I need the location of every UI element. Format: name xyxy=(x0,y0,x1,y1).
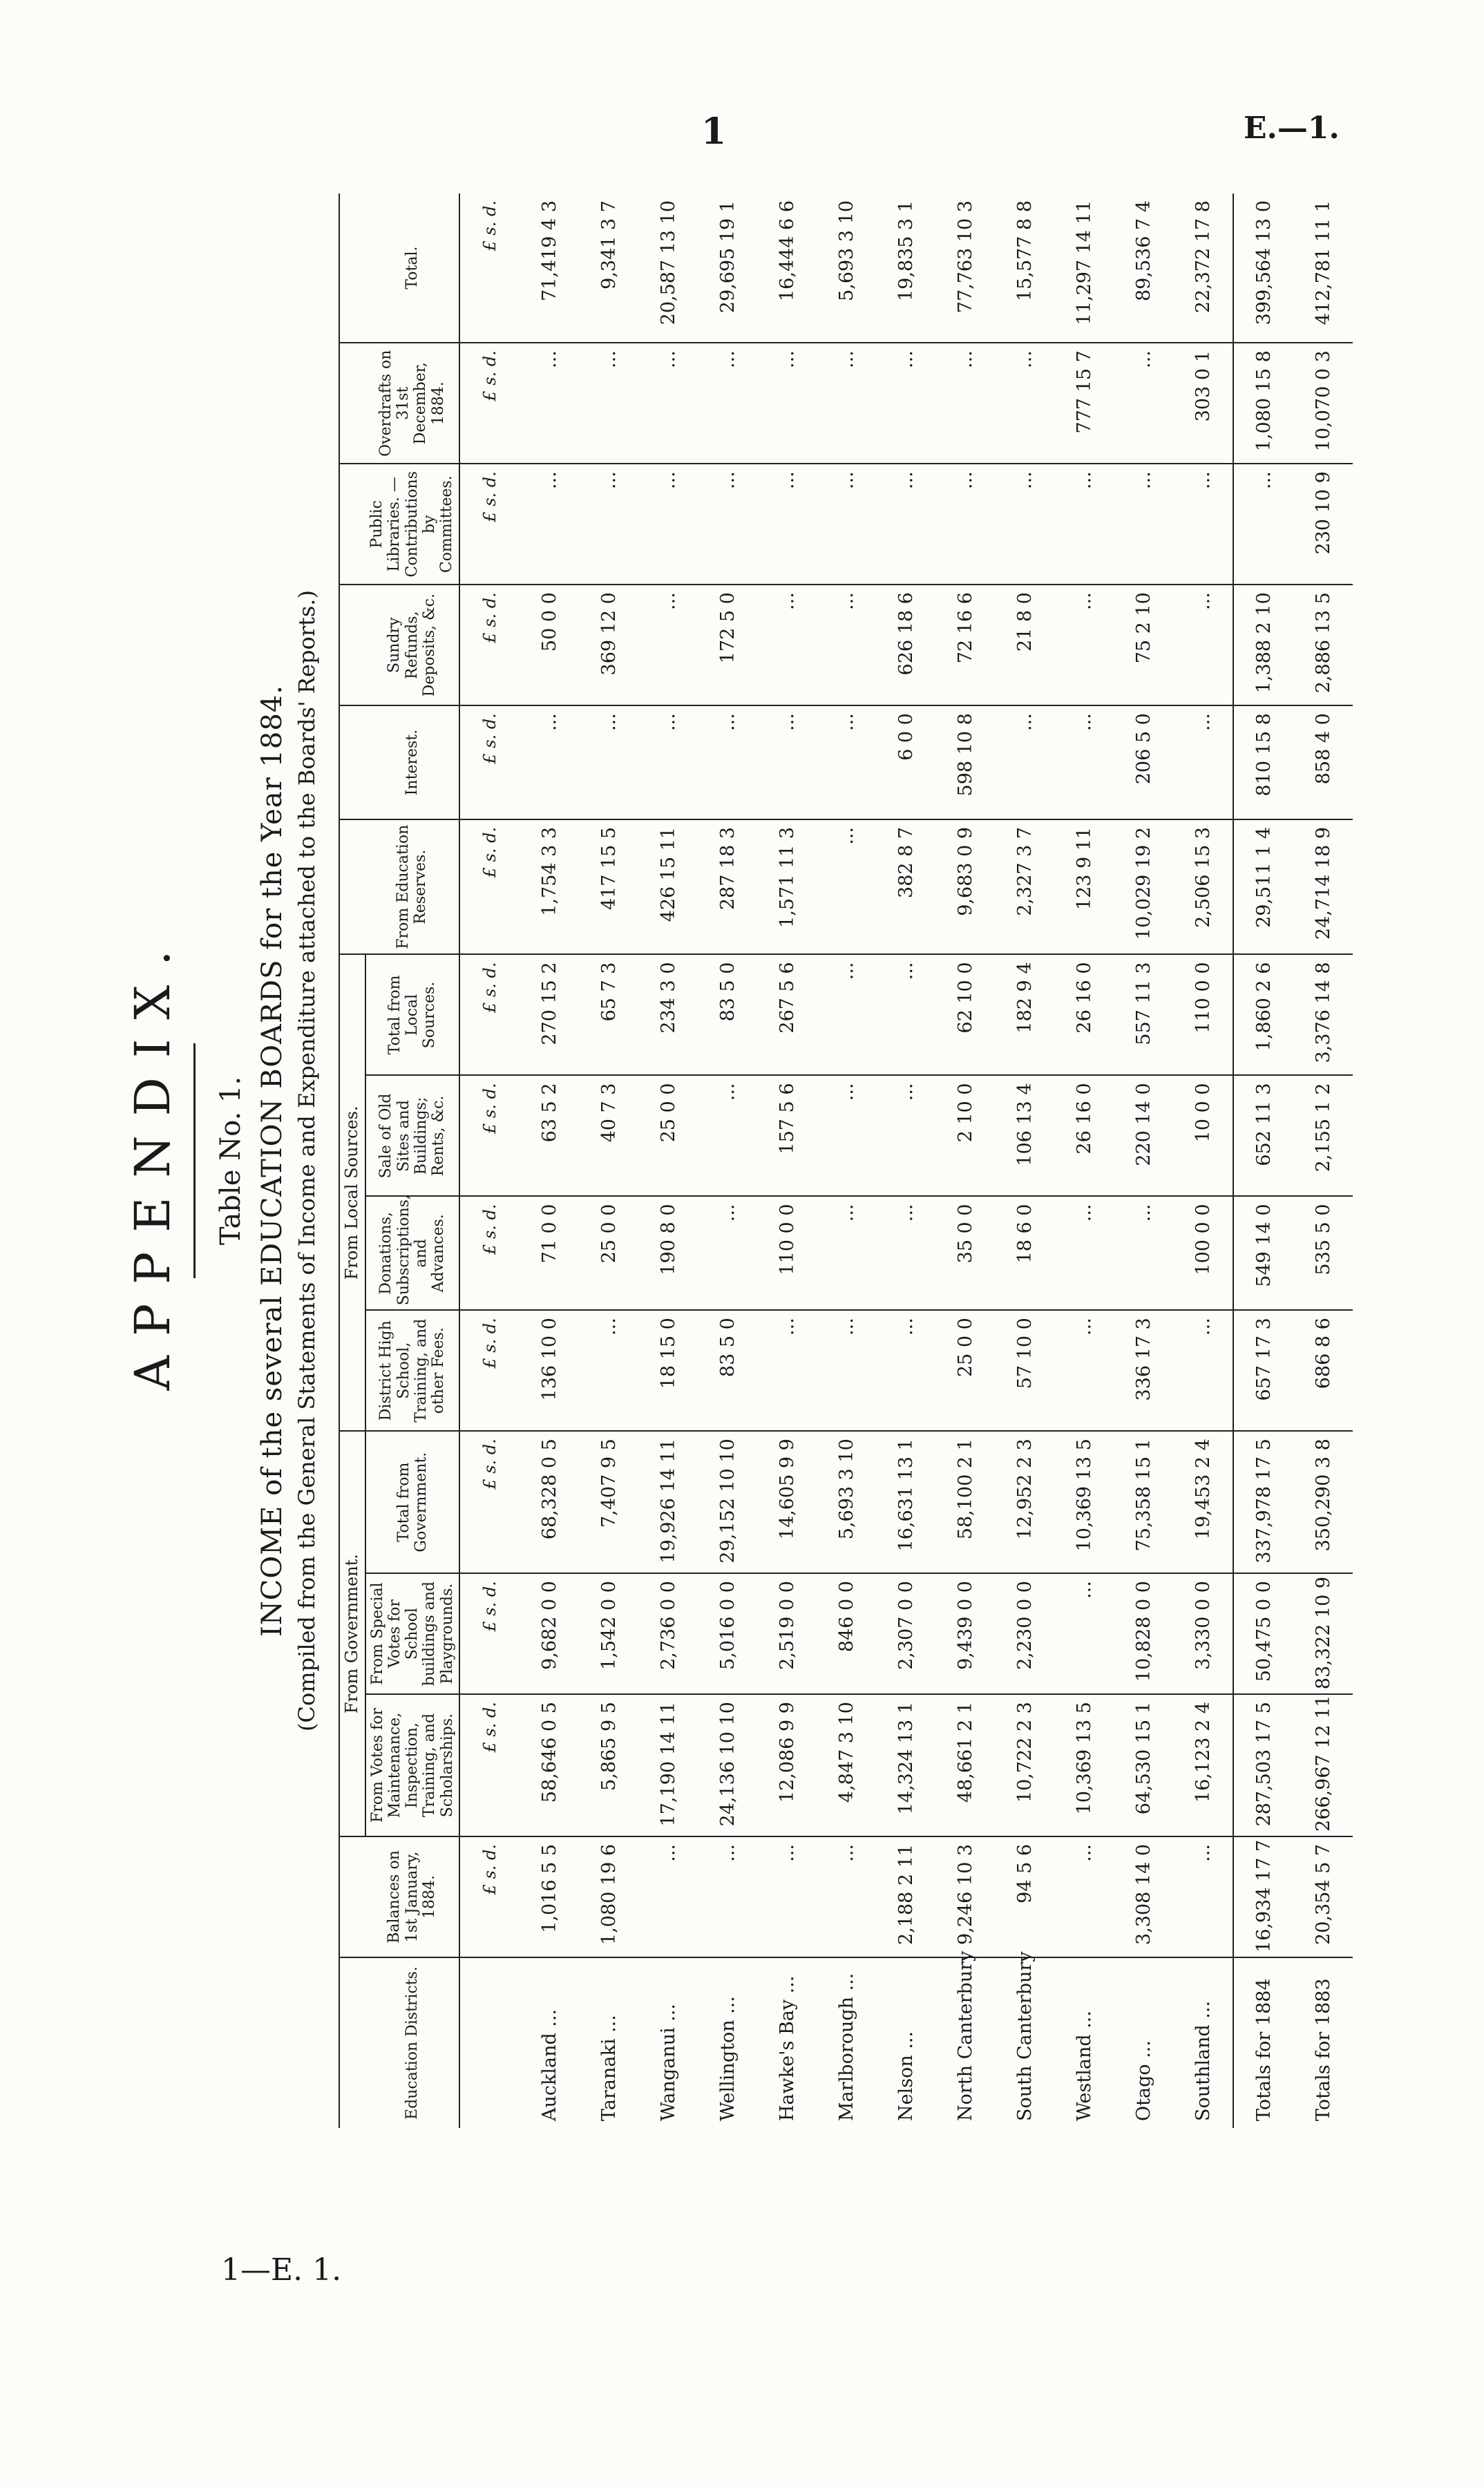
cell-total-gov: 7,407 9 5 xyxy=(579,1431,638,1573)
cell-total-gov: 58,100 2 1 xyxy=(935,1431,995,1573)
table-row xyxy=(1054,193,1114,2128)
cell-high-school: 336 17 3 xyxy=(1114,1310,1173,1431)
cell-overdrafts: ... xyxy=(876,343,935,464)
cell-special: 10,828 0 0 xyxy=(1114,1573,1173,1694)
cell-balances: ... xyxy=(1173,1836,1233,1957)
cell-donations: 190 8 0 xyxy=(638,1197,698,1311)
cell-reserves: 2,327 3 7 xyxy=(995,819,1054,955)
cell-district: Otago ... xyxy=(1132,2040,1154,2121)
cell-high-school: 57 10 0 xyxy=(995,1310,1054,1431)
unit-label: £ s. d. xyxy=(459,819,520,955)
cell-total-local: ... xyxy=(817,955,876,1076)
cell-reserves: 29,511 1 4 xyxy=(1233,819,1293,955)
cell-sale: 25 0 0 xyxy=(638,1076,698,1197)
cell-total-local: ... xyxy=(876,955,935,1076)
totals-row xyxy=(1293,193,1353,2128)
cell-reserves: 426 15 11 xyxy=(638,819,698,955)
cell-overdrafts: 1,080 15 8 xyxy=(1233,343,1293,464)
unit-label: £ s. d. xyxy=(459,1076,520,1197)
column-header-overdrafts: Overdrafts on 31st December, 1884. xyxy=(365,343,459,464)
cell-total-local: 270 15 2 xyxy=(520,955,579,1076)
table-row xyxy=(995,193,1054,2128)
cell-overdrafts: ... xyxy=(698,343,757,464)
cell-sale: ... xyxy=(698,1076,757,1197)
cell-sundry: 626 18 6 xyxy=(876,585,935,705)
table-row xyxy=(876,193,935,2128)
cell-balances: 2,188 2 11 xyxy=(876,1836,935,1957)
group-header-government: From Government. xyxy=(339,1431,365,1836)
cell-libraries: ... xyxy=(1114,464,1173,585)
unit-label: £ s. d. xyxy=(459,585,520,705)
cell-total-local: 83 5 0 xyxy=(698,955,757,1076)
cell-libraries: ... xyxy=(876,464,935,585)
cell-total-local: 1,860 2 6 xyxy=(1233,955,1293,1076)
cell-total-gov: 14,605 9 9 xyxy=(757,1431,817,1573)
unit-label: £ s. d. xyxy=(459,193,520,343)
cell-total-gov: 10,369 13 5 xyxy=(1054,1431,1114,1573)
cell-overdrafts: 303 0 1 xyxy=(1173,343,1233,464)
table-row xyxy=(698,193,757,2128)
cell-reserves: 123 9 11 xyxy=(1054,819,1114,955)
cell-libraries: ... xyxy=(698,464,757,585)
footer-reference: 1—E. 1. xyxy=(221,2252,342,2288)
cell-overdrafts: ... xyxy=(1114,343,1173,464)
cell-libraries: ... xyxy=(579,464,638,585)
cell-district: Auckland ... xyxy=(538,2009,560,2121)
heading-rule xyxy=(193,1043,196,1278)
cell-sundry: ... xyxy=(1173,585,1233,705)
unit-label: £ s. d. xyxy=(459,1694,520,1836)
cell-sundry: 75 2 10 xyxy=(1114,585,1173,705)
cell-special: 2,230 0 0 xyxy=(995,1573,1054,1694)
cell-special: 9,682 0 0 xyxy=(520,1573,579,1694)
group-header-local: From Local Sources. xyxy=(339,955,365,1432)
unit-label: £ s. d. xyxy=(459,343,520,464)
cell-sale: 2,155 1 2 xyxy=(1293,1076,1353,1197)
column-header-total-local: Total from Local Sources. xyxy=(365,955,459,1076)
cell-sundry: 172 5 0 xyxy=(698,585,757,705)
cell-donations: 535 5 0 xyxy=(1293,1197,1353,1311)
cell-district: Marlborough ... xyxy=(835,1973,857,2121)
cell-total-local: 557 11 3 xyxy=(1114,955,1173,1076)
cell-maintenance: 17,190 14 11 xyxy=(638,1694,698,1836)
cell-libraries: ... xyxy=(1054,464,1114,585)
cell-special: 846 0 0 xyxy=(817,1573,876,1694)
column-header-special: From Special Votes for School buildings and Playgrounds. xyxy=(365,1573,459,1694)
cell-total-gov: 29,152 10 10 xyxy=(698,1431,757,1573)
cell-reserves: 10,029 19 2 xyxy=(1114,819,1173,955)
cell-libraries: ... xyxy=(638,464,698,585)
cell-high-school: 18 15 0 xyxy=(638,1310,698,1431)
cell-donations: 549 14 0 xyxy=(1233,1197,1293,1311)
table-row xyxy=(935,193,995,2128)
cell-sale: 40 7 3 xyxy=(579,1076,638,1197)
cell-reserves: 1,754 3 3 xyxy=(520,819,579,955)
cell-reserves: 417 15 5 xyxy=(579,819,638,955)
cell-total: 399,564 13 0 xyxy=(1233,193,1293,343)
cell-donations: 110 0 0 xyxy=(757,1197,817,1311)
cell-maintenance: 14,324 13 1 xyxy=(876,1694,935,1836)
cell-total-gov: 350,290 3 8 xyxy=(1293,1431,1353,1573)
unit-label: £ s. d. xyxy=(459,705,520,819)
cell-maintenance: 16,123 2 4 xyxy=(1173,1694,1233,1836)
unit-label: £ s. d. xyxy=(459,1197,520,1311)
table-row xyxy=(520,193,579,2128)
cell-total-gov: 5,693 3 10 xyxy=(817,1431,876,1573)
cell-total: 5,693 3 10 xyxy=(817,193,876,343)
cell-special: 2,307 0 0 xyxy=(876,1573,935,1694)
cell-interest: ... xyxy=(995,705,1054,819)
cell-total-local: 26 16 0 xyxy=(1054,955,1114,1076)
cell-sundry: ... xyxy=(1054,585,1114,705)
cell-overdrafts: 777 15 7 xyxy=(1054,343,1114,464)
cell-libraries: ... xyxy=(935,464,995,585)
cell-special: 50,475 0 0 xyxy=(1233,1573,1293,1694)
cell-libraries: ... xyxy=(1173,464,1233,585)
cell-maintenance: 12,086 9 9 xyxy=(757,1694,817,1836)
column-header-reserves: From Education Reserves. xyxy=(365,819,459,955)
cell-interest: ... xyxy=(1054,705,1114,819)
cell-interest: ... xyxy=(817,705,876,819)
cell-maintenance: 287,503 17 5 xyxy=(1233,1694,1293,1836)
cell-high-school: ... xyxy=(1173,1310,1233,1431)
table-row xyxy=(817,193,876,2128)
cell-overdrafts: ... xyxy=(995,343,1054,464)
cell-total: 89,536 7 4 xyxy=(1114,193,1173,343)
unit-label: £ s. d. xyxy=(459,1431,520,1573)
cell-donations: 25 0 0 xyxy=(579,1197,638,1311)
cell-libraries: 230 10 9 xyxy=(1293,464,1353,585)
cell-total: 29,695 19 1 xyxy=(698,193,757,343)
cell-sale: 10 0 0 xyxy=(1173,1076,1233,1197)
cell-sale: 2 10 0 xyxy=(935,1076,995,1197)
cell-high-school: ... xyxy=(1054,1310,1114,1431)
cell-reserves: 1,571 11 3 xyxy=(757,819,817,955)
cell-reserves: 287 18 3 xyxy=(698,819,757,955)
cell-district: Hawke's Bay ... xyxy=(776,1975,798,2121)
cell-interest: ... xyxy=(757,705,817,819)
cell-sale: 652 11 3 xyxy=(1233,1076,1293,1197)
cell-overdrafts: ... xyxy=(757,343,817,464)
cell-donations: ... xyxy=(1114,1197,1173,1311)
cell-maintenance: 24,136 10 10 xyxy=(698,1694,757,1836)
cell-high-school: ... xyxy=(817,1310,876,1431)
cell-sundry: ... xyxy=(817,585,876,705)
cell-overdrafts: 10,070 0 3 xyxy=(1293,343,1353,464)
cell-overdrafts: ... xyxy=(638,343,698,464)
cell-total-gov: 12,952 2 3 xyxy=(995,1431,1054,1573)
cell-sundry: 50 0 0 xyxy=(520,585,579,705)
cell-maintenance: 5,865 9 5 xyxy=(579,1694,638,1836)
cell-interest: 810 15 8 xyxy=(1233,705,1293,819)
cell-high-school: 657 17 3 xyxy=(1233,1310,1293,1431)
cell-district: Taranaki ... xyxy=(598,2015,620,2121)
cell-donations: ... xyxy=(817,1197,876,1311)
cell-maintenance: 48,661 2 1 xyxy=(935,1694,995,1836)
cell-donations: ... xyxy=(1054,1197,1114,1311)
cell-interest: 858 4 0 xyxy=(1293,705,1353,819)
table-row xyxy=(1114,193,1173,2128)
column-header-district: Education Districts. xyxy=(365,1957,459,2128)
cell-total-gov: 16,631 13 1 xyxy=(876,1431,935,1573)
cell-total: 11,297 14 11 xyxy=(1054,193,1114,343)
cell-total: 22,372 17 8 xyxy=(1173,193,1233,343)
group-header-row xyxy=(339,193,365,2128)
table-title: INCOME of the several EDUCATION BOARDS for the Year 1884. xyxy=(256,685,288,1637)
cell-balances: ... xyxy=(698,1836,757,1957)
cell-high-school: 686 8 6 xyxy=(1293,1310,1353,1431)
column-header-row xyxy=(365,193,459,2128)
cell-overdrafts: ... xyxy=(579,343,638,464)
unit-label: £ s. d. xyxy=(459,1310,520,1431)
cell-total: 15,577 8 8 xyxy=(995,193,1054,343)
cell-high-school: 25 0 0 xyxy=(935,1310,995,1431)
cell-district: Wellington ... xyxy=(716,1996,739,2121)
cell-total: 19,835 3 1 xyxy=(876,193,935,343)
cell-special: 1,542 0 0 xyxy=(579,1573,638,1694)
cell-special: 5,016 0 0 xyxy=(698,1573,757,1694)
cell-balances: ... xyxy=(757,1836,817,1957)
cell-interest: ... xyxy=(579,705,638,819)
cell-total: 20,587 13 10 xyxy=(638,193,698,343)
cell-total: 9,341 3 7 xyxy=(579,193,638,343)
cell-sundry: ... xyxy=(638,585,698,705)
cell-total-gov: 19,453 2 4 xyxy=(1173,1431,1233,1573)
cell-donations: 18 6 0 xyxy=(995,1197,1054,1311)
cell-special: ... xyxy=(1054,1573,1114,1694)
unit-label: £ s. d. xyxy=(459,464,520,585)
cell-total-local: 3,376 14 8 xyxy=(1293,955,1353,1076)
table-row xyxy=(757,193,817,2128)
cell-overdrafts: ... xyxy=(520,343,579,464)
cell-special: 9,439 0 0 xyxy=(935,1573,995,1694)
cell-total: 77,763 10 3 xyxy=(935,193,995,343)
cell-donations: 71 0 0 xyxy=(520,1197,579,1311)
cell-maintenance: 266,967 12 11 xyxy=(1293,1694,1353,1836)
cell-donations: 35 0 0 xyxy=(935,1197,995,1311)
cell-balances: ... xyxy=(1054,1836,1114,1957)
income-table xyxy=(339,193,1353,2128)
cell-reserves: 382 8 7 xyxy=(876,819,935,955)
cell-total-local: 267 5 6 xyxy=(757,955,817,1076)
cell-libraries: ... xyxy=(817,464,876,585)
column-header-high-school: District High School, Training, and other Fees. xyxy=(365,1310,459,1431)
cell-maintenance: 4,847 3 10 xyxy=(817,1694,876,1836)
cell-district: Southland ... xyxy=(1192,2000,1214,2121)
cell-interest: ... xyxy=(698,705,757,819)
cell-libraries: ... xyxy=(757,464,817,585)
cell-sundry: 72 16 6 xyxy=(935,585,995,705)
cell-balances: 94 5 6 xyxy=(995,1836,1054,1957)
cell-total-gov: 75,358 15 1 xyxy=(1114,1431,1173,1573)
cell-special: 3,330 0 0 xyxy=(1173,1573,1233,1694)
table-number: Table No. 1. xyxy=(215,1076,247,1246)
units-row xyxy=(459,193,520,2128)
column-header-sale: Sale of Old Sites and Buildings; Rents, &c. xyxy=(365,1076,459,1197)
cell-reserves: 9,683 0 9 xyxy=(935,819,995,955)
column-header-total: Total. xyxy=(365,193,459,343)
cell-special: 2,519 0 0 xyxy=(757,1573,817,1694)
cell-interest: 6 0 0 xyxy=(876,705,935,819)
cell-total: 71,419 4 3 xyxy=(520,193,579,343)
cell-district: Totals for 1884 xyxy=(1233,1957,1293,2128)
table-body xyxy=(459,193,1353,2128)
cell-total-gov: 337,978 17 5 xyxy=(1233,1431,1293,1573)
cell-special: 83,322 10 9 xyxy=(1293,1573,1353,1694)
cell-high-school: ... xyxy=(876,1310,935,1431)
cell-balances: 1,016 5 5 xyxy=(520,1836,579,1957)
cell-total-local: 62 10 0 xyxy=(935,955,995,1076)
cell-donations: ... xyxy=(698,1197,757,1311)
cell-total-local: 182 9 4 xyxy=(995,955,1054,1076)
cell-balances: 3,308 14 0 xyxy=(1114,1836,1173,1957)
cell-interest: 206 5 0 xyxy=(1114,705,1173,819)
column-header-total-government: Total from Government. xyxy=(365,1431,459,1573)
cell-balances: 9,246 10 3 xyxy=(935,1836,995,1957)
cell-sundry: 21 8 0 xyxy=(995,585,1054,705)
appendix-heading: APPENDIX. xyxy=(124,931,181,1391)
cell-interest: ... xyxy=(638,705,698,819)
column-header-sundry: Sundry Refunds, Deposits, &c. xyxy=(365,585,459,705)
cell-total-gov: 19,926 14 11 xyxy=(638,1431,698,1573)
heading-block xyxy=(111,193,320,2128)
column-header-maintenance: From Votes for Maintenance, Inspection, Training, and Scholarships. xyxy=(365,1694,459,1836)
column-header-balances: Balances on 1st January, 1884. xyxy=(365,1836,459,1957)
cell-total-local: 110 0 0 xyxy=(1173,955,1233,1076)
totals-row xyxy=(1233,193,1293,2128)
cell-district: Wanganui ... xyxy=(657,2003,679,2121)
cell-total-gov: 68,328 0 5 xyxy=(520,1431,579,1573)
cell-sale: ... xyxy=(876,1076,935,1197)
cell-total-local: 65 7 3 xyxy=(579,955,638,1076)
cell-sundry: 369 12 0 xyxy=(579,585,638,705)
cell-balances: ... xyxy=(638,1836,698,1957)
document-reference: E.—1. xyxy=(1244,111,1340,146)
cell-interest: ... xyxy=(520,705,579,819)
cell-libraries: ... xyxy=(1233,464,1293,585)
table-row xyxy=(1173,193,1233,2128)
cell-sale: ... xyxy=(817,1076,876,1197)
cell-interest: ... xyxy=(1173,705,1233,819)
rotated-table-page xyxy=(111,193,1354,2128)
cell-district: Westland ... xyxy=(1073,2011,1095,2121)
cell-high-school: 83 5 0 xyxy=(698,1310,757,1431)
unit-label: £ s. d. xyxy=(459,1836,520,1957)
table-row xyxy=(638,193,698,2128)
cell-high-school: 136 10 0 xyxy=(520,1310,579,1431)
cell-sale: 157 5 6 xyxy=(757,1076,817,1197)
column-header-libraries: Public Libraries. — Contributions by Committees. xyxy=(365,464,459,585)
cell-sale: 63 5 2 xyxy=(520,1076,579,1197)
cell-sundry: 2,886 13 5 xyxy=(1293,585,1353,705)
cell-sundry: ... xyxy=(757,585,817,705)
cell-maintenance: 10,722 2 3 xyxy=(995,1694,1054,1836)
cell-high-school: ... xyxy=(579,1310,638,1431)
cell-donations: ... xyxy=(876,1197,935,1311)
cell-high-school: ... xyxy=(757,1310,817,1431)
column-header-donations: Donations, Subscriptions, and Advances. xyxy=(365,1197,459,1311)
cell-overdrafts: ... xyxy=(935,343,995,464)
cell-district: North Canterbury xyxy=(954,1950,976,2121)
cell-reserves: 2,506 15 3 xyxy=(1173,819,1233,955)
cell-maintenance: 10,369 13 5 xyxy=(1054,1694,1114,1836)
cell-reserves: ... xyxy=(817,819,876,955)
cell-maintenance: 58,646 0 5 xyxy=(520,1694,579,1836)
page-number: 1 xyxy=(701,111,727,153)
table-row xyxy=(579,193,638,2128)
cell-total-local: 234 3 0 xyxy=(638,955,698,1076)
cell-district: Nelson ... xyxy=(895,2031,917,2121)
cell-special: 2,736 0 0 xyxy=(638,1573,698,1694)
table-subtitle: (Compiled from the General Statements of Income and Expenditure attached to the Boards' Reports.) xyxy=(294,590,320,1731)
cell-reserves: 24,714 18 9 xyxy=(1293,819,1353,955)
cell-balances: 16,934 17 7 xyxy=(1233,1836,1293,1957)
cell-interest: 598 10 8 xyxy=(935,705,995,819)
cell-libraries: ... xyxy=(520,464,579,585)
cell-total: 16,444 6 6 xyxy=(757,193,817,343)
cell-district: Totals for 1883 xyxy=(1312,1978,1334,2121)
cell-donations: 100 0 0 xyxy=(1173,1197,1233,1311)
unit-label: £ s. d. xyxy=(459,1573,520,1694)
cell-balances: 1,080 19 6 xyxy=(579,1836,638,1957)
cell-sundry: 1,388 2 10 xyxy=(1233,585,1293,705)
cell-libraries: ... xyxy=(995,464,1054,585)
cell-balances: 20,354 5 7 xyxy=(1293,1836,1353,1957)
unit-label: £ s. d. xyxy=(459,955,520,1076)
cell-overdrafts: ... xyxy=(817,343,876,464)
cell-sale: 106 13 4 xyxy=(995,1076,1054,1197)
cell-total: 412,781 11 1 xyxy=(1293,193,1353,343)
column-header-interest: Interest. xyxy=(365,705,459,819)
cell-balances: ... xyxy=(817,1836,876,1957)
cell-district: South Canterbury xyxy=(1014,1951,1036,2121)
cell-sale: 220 14 0 xyxy=(1114,1076,1173,1197)
cell-sale: 26 16 0 xyxy=(1054,1076,1114,1197)
cell-maintenance: 64,530 15 1 xyxy=(1114,1694,1173,1836)
